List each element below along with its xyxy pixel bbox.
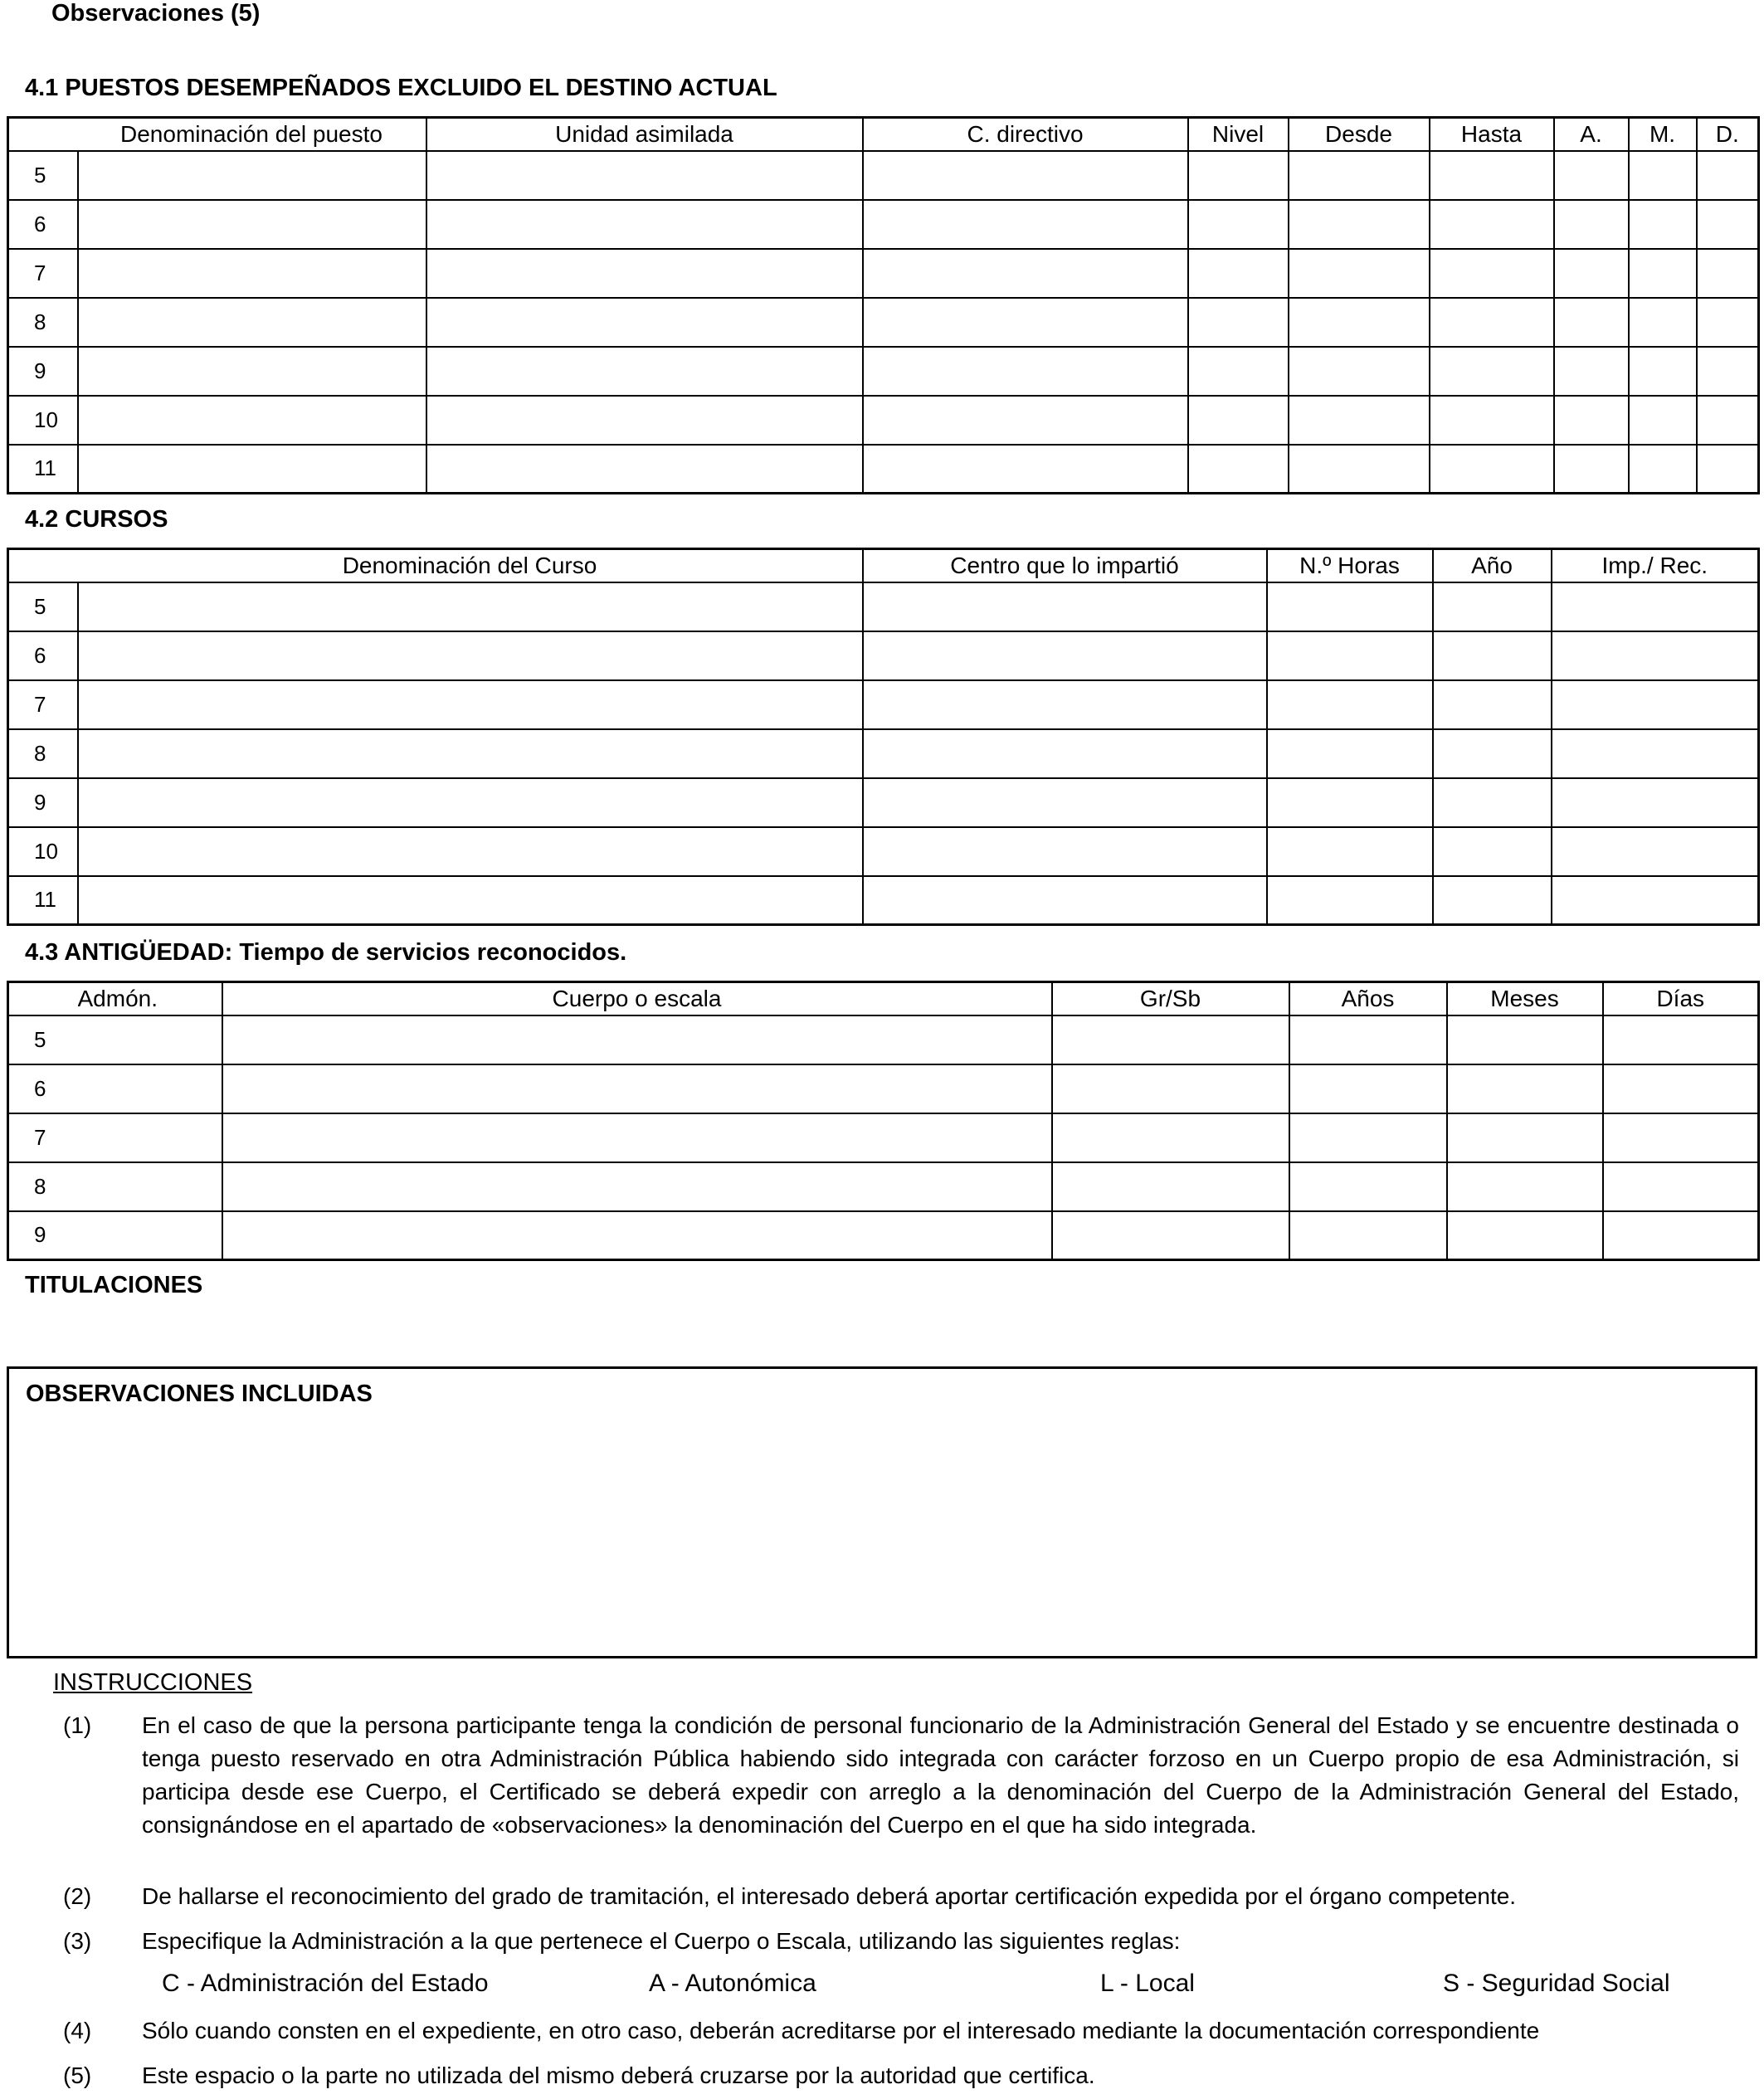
row-number: 6 bbox=[8, 631, 78, 680]
row-number: 8 bbox=[8, 298, 78, 347]
table-row bbox=[8, 298, 1759, 347]
header-desde: Desde bbox=[1289, 118, 1430, 151]
row-number: 6 bbox=[8, 1064, 78, 1113]
header-denominacion-curso: Denominación del Curso bbox=[78, 549, 863, 582]
instrucciones-title: INSTRUCCIONES bbox=[53, 1669, 253, 1696]
row-number: 9 bbox=[8, 347, 78, 396]
header-gr-sb: Gr/Sb bbox=[1052, 982, 1289, 1015]
instruction-marker: (1) bbox=[63, 1712, 92, 1738]
header-c-directivo: C. directivo bbox=[863, 118, 1188, 151]
row-number: 5 bbox=[8, 151, 78, 200]
header-meses: M. bbox=[1629, 118, 1697, 151]
rule-autonomica: A - Autonómica bbox=[649, 1970, 816, 1997]
row-number: 7 bbox=[8, 680, 78, 729]
section-title-cursos: 4.2 CURSOS bbox=[25, 506, 168, 533]
table-row bbox=[8, 582, 1759, 631]
row-number: 5 bbox=[8, 1015, 78, 1064]
section-title-antiguedad: 4.3 ANTIGÜEDAD: Tiempo de servicios reconocidos. bbox=[25, 939, 627, 966]
header-nivel: Nivel bbox=[1188, 118, 1289, 151]
observaciones-incluidas-label: OBSERVACIONES INCLUIDAS bbox=[26, 1381, 373, 1407]
row-number: 6 bbox=[8, 200, 78, 249]
table-row bbox=[8, 729, 1759, 778]
cursos-table bbox=[7, 548, 1760, 926]
table-row bbox=[8, 396, 1759, 445]
puestos-table bbox=[7, 116, 1760, 494]
header-dias: Días bbox=[1603, 982, 1759, 1015]
table-row bbox=[8, 1113, 1759, 1162]
header-meses: Meses bbox=[1447, 982, 1603, 1015]
header-imp-rec: Imp./ Rec. bbox=[1552, 549, 1759, 582]
table-row bbox=[8, 631, 1759, 680]
header-unidad-asimilada: Unidad asimilada bbox=[426, 118, 863, 151]
rule-local: L - Local bbox=[1100, 1970, 1195, 1997]
instruction-marker: (2) bbox=[63, 1883, 92, 1909]
table-row bbox=[8, 1064, 1759, 1113]
rule-seguridad-social: S - Seguridad Social bbox=[1443, 1970, 1670, 1997]
instruction-text: Especifique la Administración a la que pertenece el Cuerpo o Escala, utilizando las siguientes reglas: bbox=[142, 1928, 1181, 1954]
header-denominacion-puesto: Denominación del puesto bbox=[78, 118, 426, 151]
header-anos: Años bbox=[1289, 982, 1447, 1015]
table-row bbox=[8, 778, 1759, 827]
row-number: 10 bbox=[8, 396, 78, 445]
table-row bbox=[8, 200, 1759, 249]
row-number: 9 bbox=[8, 778, 78, 827]
instruction-text: De hallarse el reconocimiento del grado de tramitación, el interesado deberá aportar certificación expedida por el órgano competente. bbox=[142, 1883, 1517, 1909]
table-row bbox=[8, 445, 1759, 494]
observaciones-incluidas-box[interactable] bbox=[7, 1366, 1757, 1658]
row-number: 11 bbox=[8, 876, 78, 925]
instruction-marker: (5) bbox=[63, 2062, 92, 2088]
header-dias: D. bbox=[1697, 118, 1759, 151]
instruction-item-3 bbox=[63, 1925, 1739, 1958]
instruction-item-5 bbox=[63, 2059, 1739, 2092]
antiguedad-table bbox=[7, 981, 1760, 1261]
table-row bbox=[8, 151, 1759, 200]
instruction-item-2 bbox=[63, 1880, 1739, 1913]
row-number: 5 bbox=[8, 582, 78, 631]
instruction-marker: (3) bbox=[63, 1928, 92, 1954]
header-hasta: Hasta bbox=[1430, 118, 1554, 151]
row-number: 7 bbox=[8, 1113, 78, 1162]
row-number: 11 bbox=[8, 445, 78, 494]
header-cuerpo-escala: Cuerpo o escala bbox=[222, 982, 1052, 1015]
table-row bbox=[8, 347, 1759, 396]
header-horas: N.º Horas bbox=[1267, 549, 1433, 582]
table-row bbox=[8, 680, 1759, 729]
instruction-marker: (4) bbox=[63, 2018, 92, 2043]
row-number: 8 bbox=[8, 1162, 78, 1211]
table-row bbox=[8, 1162, 1759, 1211]
table-row bbox=[8, 876, 1759, 925]
row-number: 10 bbox=[8, 827, 78, 876]
section-title-puestos: 4.1 PUESTOS DESEMPEÑADOS EXCLUIDO EL DESTINO ACTUAL bbox=[25, 75, 777, 101]
header-admon: Admón. bbox=[78, 982, 222, 1015]
instruction-text: Este espacio o la parte no utilizada del mismo deberá cruzarse por la autoridad que certifica. bbox=[142, 2062, 1095, 2088]
rule-estado: C - Administración del Estado bbox=[162, 1970, 489, 1997]
table-row bbox=[8, 1211, 1759, 1260]
instruction-text: Sólo cuando consten en el expediente, en otro caso, deberán acreditarse por el interesado mediante la documentación correspondiente bbox=[142, 2018, 1540, 2043]
header-ano: Año bbox=[1433, 549, 1552, 582]
instruction-text: En el caso de que la persona participante tenga la condición de personal funcionario de la Administración General del Estado y se encuentre destinada o tenga puesto reservado en otra Administración Pública habiendo sido integrada con carácter forzoso en un Cuerpo propio de esa Administración, si participa desde ese Cuerpo, el Certificado se deberá expedir con arreglo a la denominación del Cuerpo de la Administración General del Estado, consignándose en el apartado de «observaciones» la denominación del Cuerpo en el que ha sido integrada. bbox=[142, 1712, 1739, 1838]
observaciones-label: Observaciones (5) bbox=[51, 0, 261, 27]
header-anos: A. bbox=[1554, 118, 1629, 151]
header-centro: Centro que lo impartió bbox=[863, 549, 1267, 582]
row-number: 7 bbox=[8, 249, 78, 298]
table-row bbox=[8, 249, 1759, 298]
table-row bbox=[8, 827, 1759, 876]
instruction-item-1 bbox=[63, 1709, 1739, 1875]
instruction-item-4 bbox=[63, 2014, 1739, 2048]
row-number: 8 bbox=[8, 729, 78, 778]
titulaciones-label: TITULACIONES bbox=[25, 1272, 203, 1298]
row-number: 9 bbox=[8, 1211, 78, 1260]
table-row bbox=[8, 1015, 1759, 1064]
